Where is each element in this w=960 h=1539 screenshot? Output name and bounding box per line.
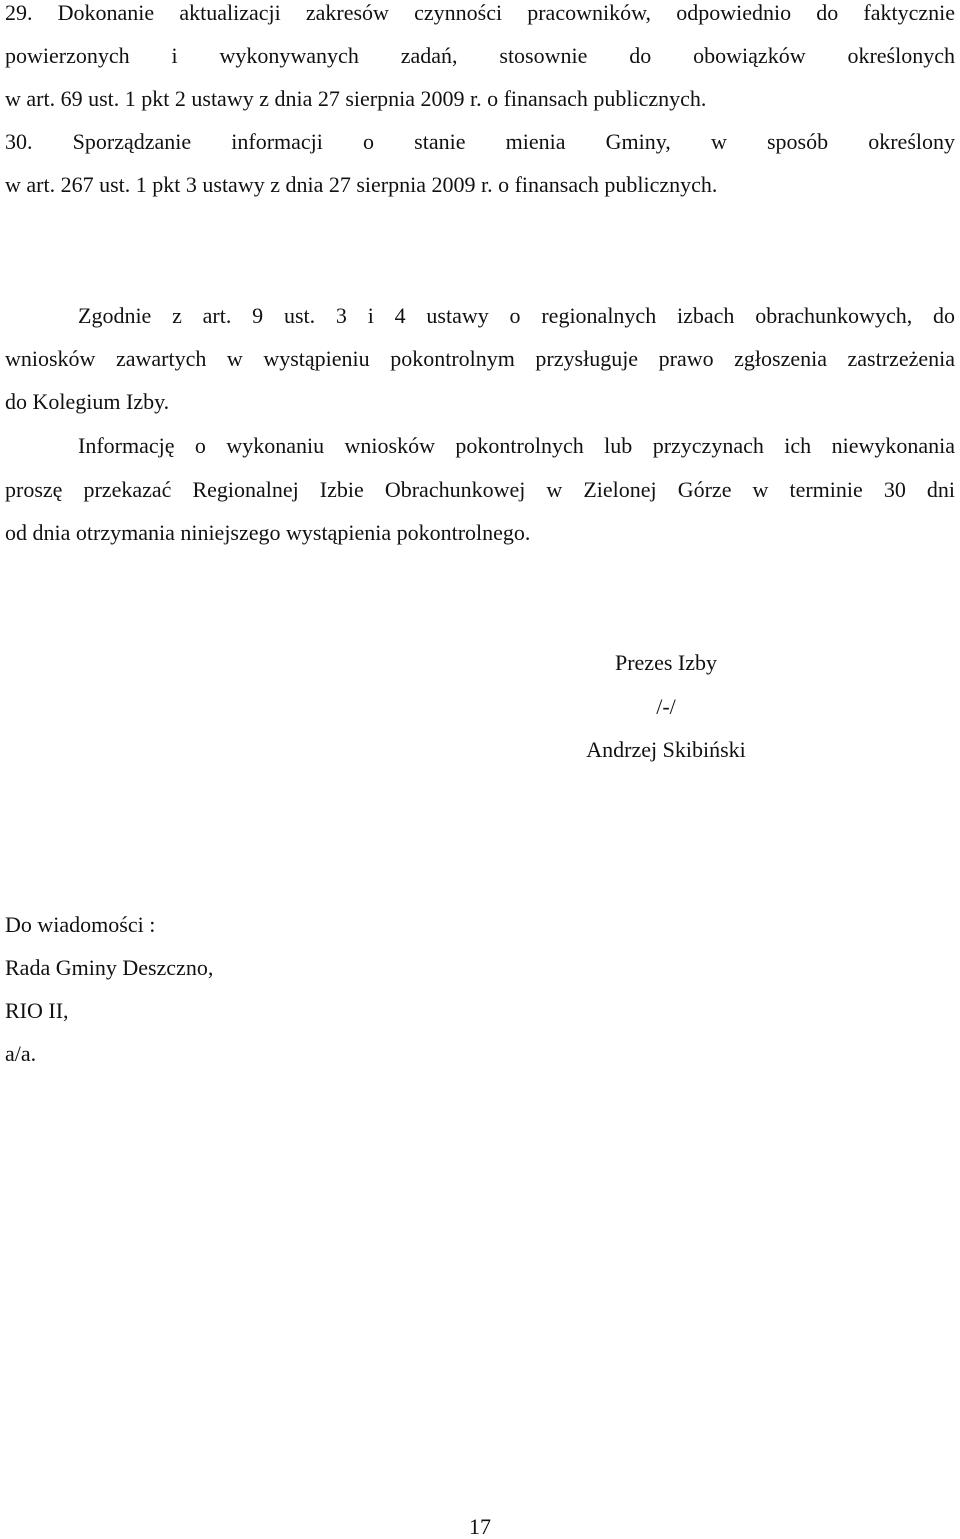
item-29-line-1: 29. Dokonanie aktualizacji zakresów czynności pracowników, odpowiednio do faktycznie — [5, 0, 955, 25]
item-29-line-2: powierzonych i wykonywanych zadań, stosownie do obowiązków określonych — [5, 43, 955, 68]
item-30-line-2: w art. 267 ust. 1 pkt 3 ustawy z dnia 27 sierpnia 2009 r. o finansach publicznych. — [5, 172, 718, 197]
recipient: Rada Gminy Deszczno, — [5, 955, 214, 980]
signature-title: Prezes Izby — [614, 650, 717, 675]
paragraph-1-line-3: do Kolegium Izby. — [5, 389, 170, 414]
signature-name: Andrzej Skibiński — [586, 737, 746, 762]
recipient: RIO II, — [5, 998, 69, 1023]
paragraph-2-line-3: od dnia otrzymania niniejszego wystąpienia pokontrolnego. — [5, 520, 531, 545]
item-30-line-1: 30. Sporządzanie informacji o stanie mienia Gminy, w sposób określony — [5, 129, 955, 154]
paragraph-1-line-2: wniosków zawartych w wystąpieniu pokontrolnym przysługuje prawo zgłoszenia zastrzeżenia — [5, 346, 955, 371]
page-number: 17 — [469, 1514, 491, 1539]
distribution-heading: Do wiadomości : — [5, 912, 156, 937]
item-29-line-3: w art. 69 ust. 1 pkt 2 ustawy z dnia 27 sierpnia 2009 r. o finansach publicznych. — [5, 86, 707, 111]
recipient: a/a. — [5, 1041, 37, 1066]
signature-mark: /-/ — [656, 694, 676, 719]
paragraph-1-line-1: Zgodnie z art. 9 ust. 3 i 4 ustawy o regionalnych izbach obrachunkowych, do — [78, 303, 955, 328]
paragraph-2-line-2: proszę przekazać Regionalnej Izbie Obrachunkowej w Zielonej Górze w terminie 30 dni — [5, 477, 955, 502]
paragraph-2-line-1: Informację o wykonaniu wniosków pokontrolnych lub przyczynach ich niewykonania — [78, 433, 955, 458]
